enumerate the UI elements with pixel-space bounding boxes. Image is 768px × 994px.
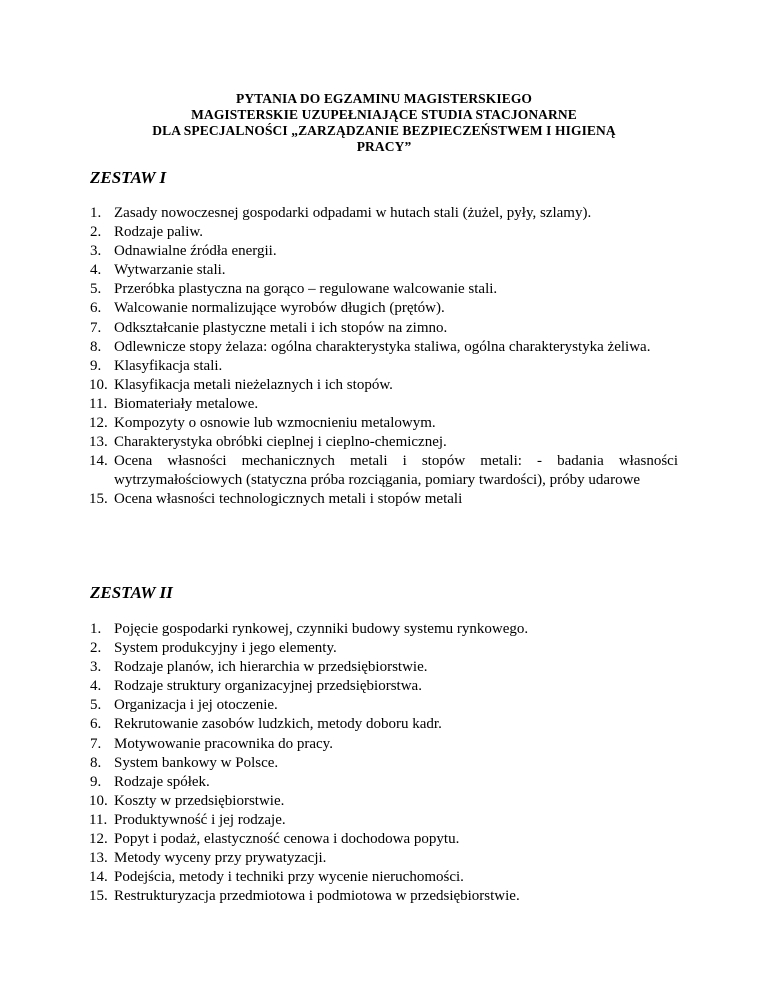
question-text: Przeróbka plastyczna na gorąco – regulowane walcowanie stali.: [114, 281, 498, 298]
title-line: PRACY”: [356, 139, 412, 154]
question-item: [90, 773, 678, 792]
question-text: Podejścia, metody i techniki przy wycenie nieruchomości.: [114, 869, 464, 886]
question-item: [90, 754, 678, 773]
question-item: [90, 242, 678, 261]
question-number: 8.: [90, 338, 102, 355]
question-text: Klasyfikacja stali.: [114, 357, 223, 374]
set-1-heading: ZESTAW I: [90, 168, 167, 187]
question-number: 6.: [90, 300, 102, 317]
question-item: [90, 414, 678, 433]
question-number: 9.: [90, 773, 102, 790]
question-number: 7.: [90, 735, 102, 752]
question-text: Produktywność i jej rodzaje.: [114, 811, 286, 828]
question-item: [90, 811, 678, 830]
question-item: [90, 376, 678, 395]
question-item: [90, 658, 678, 677]
set-2-question-list: [90, 620, 678, 906]
question-text: Restrukturyzacja przedmiotowa i podmiotowa w przedsiębiorstwie.: [114, 888, 520, 905]
question-item: [90, 357, 678, 376]
question-number: 2.: [90, 224, 102, 241]
question-text: Rodzaje struktury organizacyjnej przedsiębiorstwa.: [114, 678, 422, 695]
question-number: 1.: [90, 205, 102, 221]
question-item: [90, 639, 678, 658]
question-item: [90, 204, 678, 223]
question-text: Ocena własności technologicznych metali i stopów metali: [114, 491, 463, 508]
question-number: 12.: [89, 831, 108, 848]
question-number: 4.: [90, 262, 102, 279]
question-number: 7.: [90, 319, 102, 336]
question-number: 14.: [89, 869, 108, 886]
question-item: [90, 735, 678, 754]
question-text: Organizacja i jej otoczenie.: [114, 697, 278, 714]
question-text: Odlewnicze stopy żelaza: ogólna charakterystyka staliwa, ogólna charakterystyka żeliwa.: [114, 338, 651, 355]
question-number: 13.: [89, 434, 108, 451]
question-number: 1.: [90, 621, 102, 637]
question-text: Wytwarzanie stali.: [114, 262, 226, 279]
question-text: Ocena własności mechanicznych metali i stopów metali: - badania własności wytrzymałościowych (statyczna próba rozciągania, pomiary twardości), próby udarowe: [114, 453, 678, 489]
question-item: [90, 433, 678, 452]
question-text: Rodzaje spółek.: [114, 773, 210, 790]
question-item: [90, 887, 678, 906]
question-item: [90, 792, 678, 811]
question-item: [90, 452, 678, 490]
question-item: [90, 395, 678, 414]
question-number: 14.: [89, 453, 108, 470]
question-number: 10.: [89, 376, 108, 393]
question-number: 5.: [90, 281, 102, 298]
question-text: Odkształcanie plastyczne metali i ich stopów na zimno.: [114, 319, 448, 336]
question-text: System bankowy w Polsce.: [114, 754, 279, 771]
question-item: [90, 261, 678, 280]
question-number: 12.: [89, 415, 108, 432]
question-text: Rodzaje paliw.: [114, 224, 203, 241]
set-2-heading: ZESTAW II: [90, 583, 173, 602]
question-text: Kompozyty o osnowie lub wzmocnieniu metalowym.: [114, 415, 436, 432]
question-text: Motywowanie pracownika do pracy.: [114, 735, 333, 752]
document-title: [120, 91, 648, 155]
question-text: Zasady nowoczesnej gospodarki odpadami w hutach stali (żużel, pyły, szlamy).: [114, 205, 592, 221]
question-item: [90, 868, 678, 887]
question-number: 10.: [89, 792, 108, 809]
question-item: [90, 319, 678, 338]
title-line: PYTANIA DO EGZAMINU MAGISTERSKIEGO: [235, 91, 533, 106]
question-item: [90, 299, 678, 318]
question-number: 13.: [89, 850, 108, 867]
question-item: [90, 223, 678, 242]
question-item: [90, 620, 678, 639]
question-number: 8.: [90, 754, 102, 771]
question-number: 15.: [89, 491, 108, 508]
question-number: 4.: [90, 678, 102, 695]
question-item: [90, 280, 678, 299]
question-text: Rekrutowanie zasobów ludzkich, metody doboru kadr.: [114, 716, 442, 733]
title-line: MAGISTERSKIE UZUPEŁNIAJĄCE STUDIA STACJONARNE: [191, 107, 577, 122]
question-number: 11.: [89, 395, 108, 412]
question-number: 2.: [90, 640, 102, 657]
title-line: DLA SPECJALNOŚCI „ZARZĄDZANIE BEZPIECZEŃSTWEM I HIGIENĄ: [152, 123, 616, 138]
question-item: [90, 490, 678, 509]
question-text: Koszty w przedsiębiorstwie.: [114, 792, 285, 809]
question-number: 3.: [90, 659, 102, 676]
question-item: [90, 849, 678, 868]
question-item: [90, 677, 678, 696]
question-text: Popyt i podaż, elastyczność cenowa i dochodowa popytu.: [114, 831, 460, 848]
question-number: 11.: [89, 811, 108, 828]
question-item: [90, 715, 678, 734]
question-text: Klasyfikacja metali nieżelaznych i ich stopów.: [114, 376, 393, 393]
question-number: 5.: [90, 697, 102, 714]
question-text: Pojęcie gospodarki rynkowej, czynniki budowy systemu rynkowego.: [114, 621, 529, 637]
question-number: 6.: [90, 716, 102, 733]
question-text: Metody wyceny przy prywatyzacji.: [114, 850, 327, 867]
set-1-question-list: [90, 204, 678, 510]
question-text: Rodzaje planów, ich hierarchia w przedsiębiorstwie.: [114, 659, 428, 676]
question-item: [90, 830, 678, 849]
question-number: 3.: [90, 243, 102, 260]
question-text: Walcowanie normalizujące wyrobów długich (prętów).: [114, 300, 445, 317]
question-number: 15.: [89, 888, 108, 905]
question-text: Charakterystyka obróbki cieplnej i cieplno-chemicznej.: [114, 434, 447, 451]
question-item: [90, 338, 678, 357]
question-text: System produkcyjny i jego elementy.: [114, 640, 337, 657]
question-item: [90, 696, 678, 715]
question-number: 9.: [90, 357, 102, 374]
question-text: Biomateriały metalowe.: [114, 395, 259, 412]
question-text: Odnawialne źródła energii.: [114, 243, 277, 260]
